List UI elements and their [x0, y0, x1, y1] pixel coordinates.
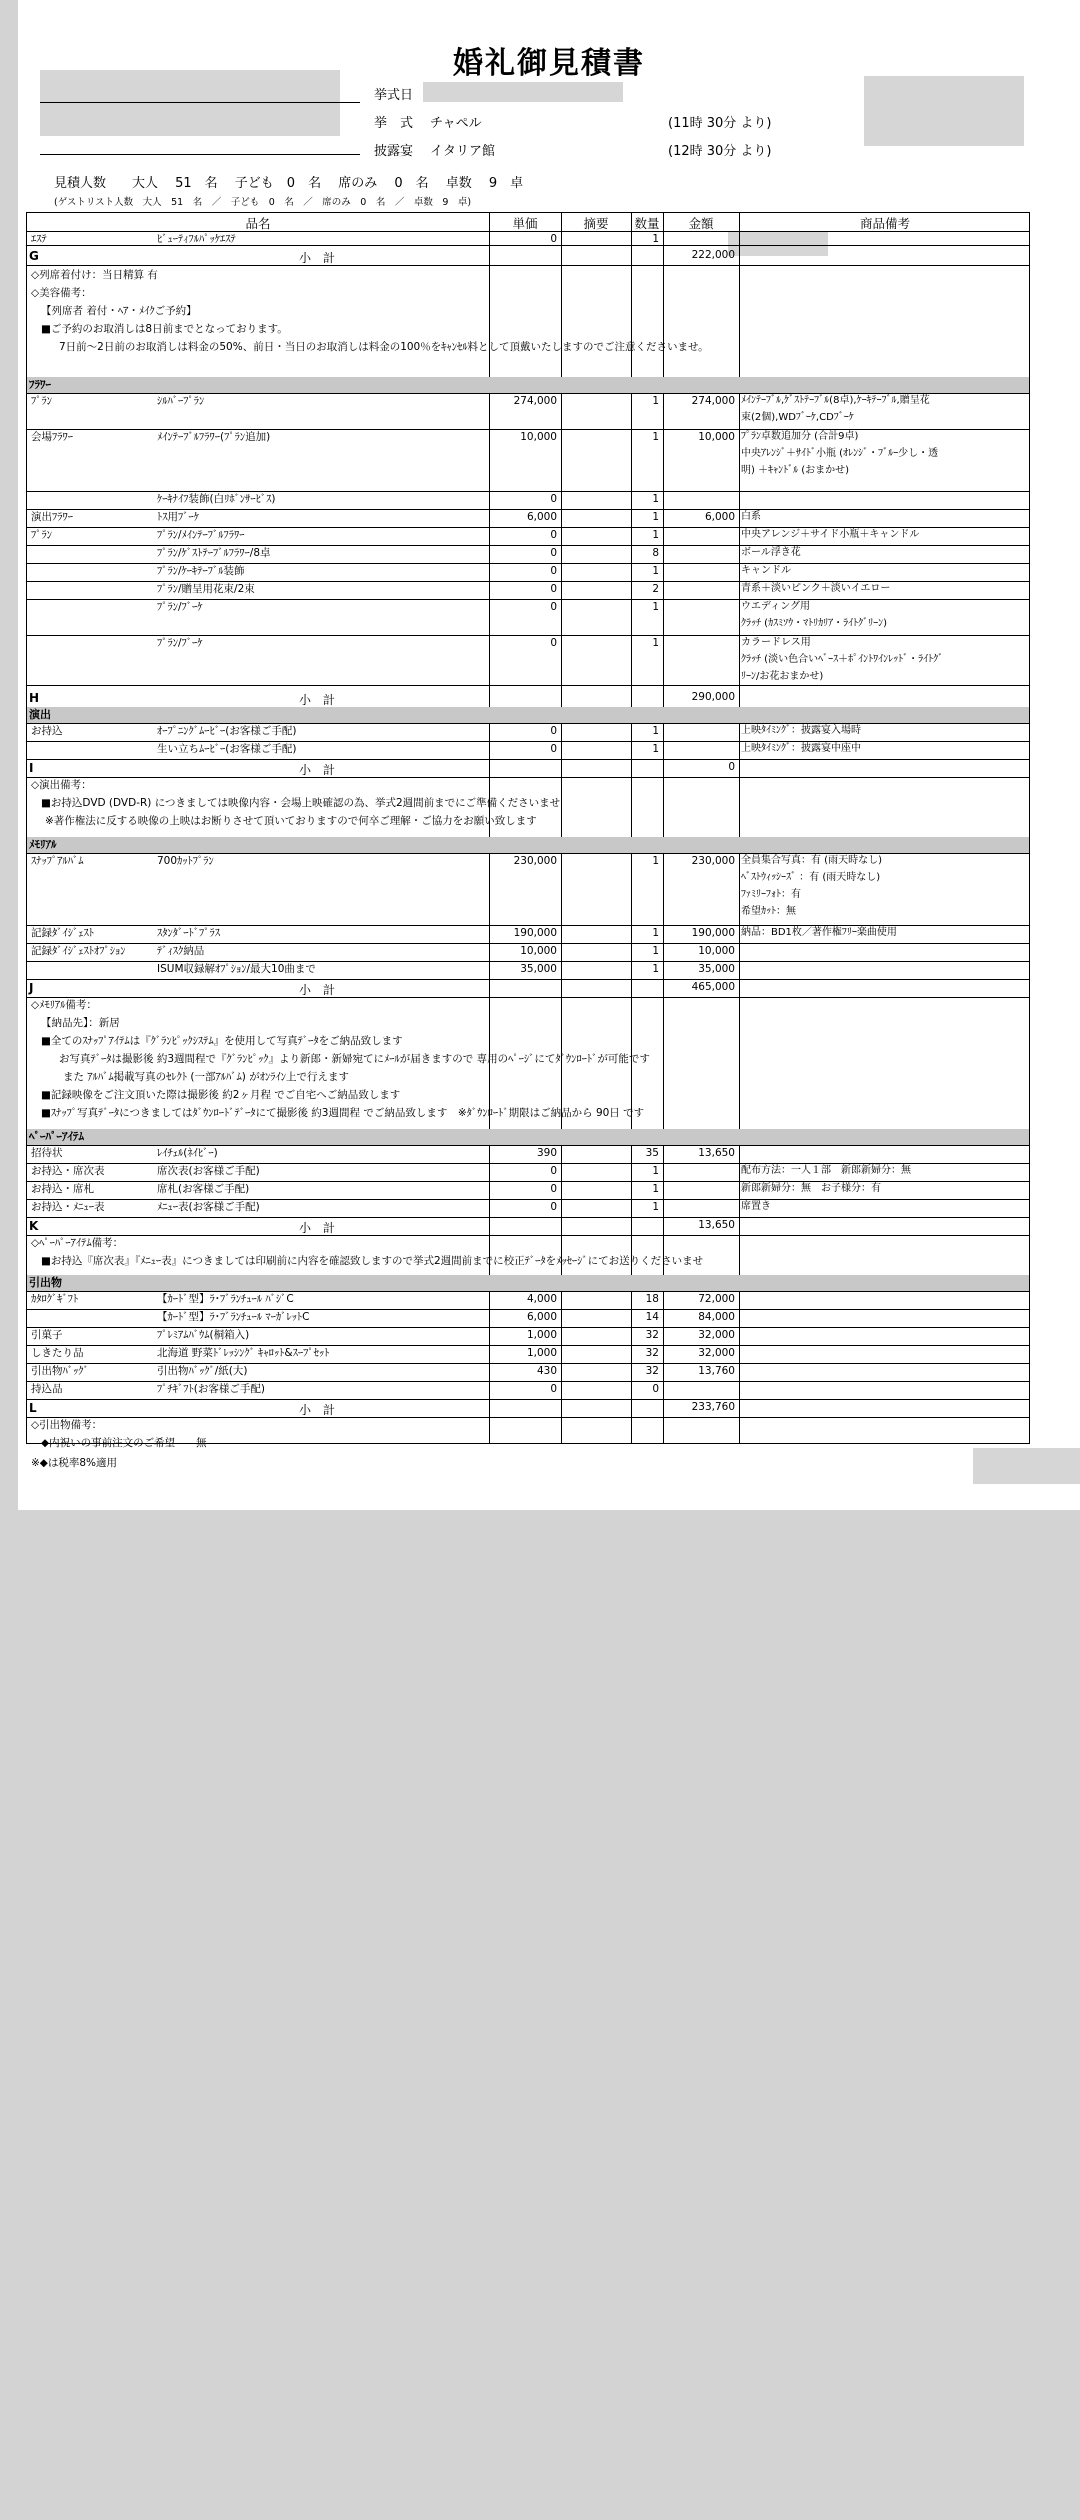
row-divider: [27, 1381, 1029, 1382]
flower-item-quantity: 1: [652, 601, 659, 613]
estimate-table: [26, 212, 1030, 1469]
show-note-line: ◇演出備考：: [31, 779, 92, 791]
row-divider: [27, 1145, 1029, 1146]
memorial-item-name: ﾃﾞｨｽｸ納品: [157, 945, 205, 957]
row-divider: [27, 527, 1029, 528]
flower-item-name: ﾌﾟﾗﾝ/贈呈用花束/2束: [157, 583, 255, 595]
memorial-item-amount: 35,000: [698, 963, 735, 975]
paper-item-quantity: 1: [652, 1165, 659, 1177]
memorial-note-line: ■全てのｽﾅｯﾌﾟｱｲﾃﾑは『ｸﾞﾗﾝﾋﾟｯｸｼｽﾃﾑ』を使用して写真ﾃﾞｰﾀをご納品致します: [41, 1035, 403, 1047]
memorial-item-quantity: 1: [652, 963, 659, 975]
flower-item-name: ｼﾙﾊﾞｰﾌﾟﾗﾝ: [157, 395, 205, 407]
show-item-note: 上映ﾀｲﾐﾝｸﾞ：披露宴入場時: [741, 725, 861, 736]
show-note-line: ※著作権法に反する映像の上映はお断りさせて頂いておりますので何卒ご理解・ご協力をお願い致します: [45, 815, 537, 827]
gift-item-unit-price: 430: [536, 1365, 557, 1377]
esthe-note-line: 7日前～2日前のお取消しは料金の50%、前日・当日のお取消しは料金の100％をｷｬﾝｾﾙ料として頂戴いたしますのでご注意くださいませ。: [59, 341, 709, 353]
paper-item-name: 席札(お客様ご手配): [157, 1183, 250, 1195]
tax-footnote: ※◆は税率8%適用: [31, 1457, 118, 1469]
row-divider: [27, 979, 1029, 980]
reception-time: (12時 30分 より): [668, 144, 772, 159]
paper-item-quantity: 1: [652, 1183, 659, 1195]
g-subtotal-label: 小 計: [298, 251, 335, 265]
memorial-item-quantity: 1: [652, 945, 659, 957]
esthe-note-line: ■ご予約のお取消しは8日前までとなっております。: [41, 323, 288, 335]
flower-item-note: 青系＋淡いピンク＋淡いイエロー: [741, 583, 891, 594]
gift-item-quantity: 32: [645, 1347, 659, 1359]
gift-item-unit-price: 1,000: [526, 1329, 557, 1341]
row-divider: [27, 491, 1029, 492]
flower-item-note: 中央アレンジ＋サイド小瓶＋キャンドル: [741, 529, 920, 540]
redacted-footer: [973, 1448, 1080, 1484]
show-item-category: お持込: [31, 725, 63, 737]
row-divider: [27, 685, 1029, 686]
row-divider: [27, 1417, 1029, 1418]
redacted-couple-name: [40, 70, 340, 136]
flower-item-quantity: 1: [652, 529, 659, 541]
h-subtotal-label: 小 計: [298, 693, 335, 707]
gift-item-category: 引出物ﾊﾞｯｸﾞ: [31, 1365, 89, 1377]
reception-label: 披露宴: [374, 144, 414, 159]
flower-item-note: キャンドル: [741, 565, 791, 576]
gift-item-amount: 13,760: [698, 1365, 735, 1377]
h-subtotal-amount: 290,000: [691, 691, 735, 703]
row-divider: [27, 545, 1029, 546]
row-divider: [27, 1217, 1029, 1218]
gift-item-quantity: 32: [645, 1329, 659, 1341]
gift-item-name: ﾌﾟﾚﾐｱﾑﾊﾞｳﾑ(桐箱入): [157, 1329, 250, 1341]
paper-item-unit-price: 0: [550, 1183, 557, 1195]
col-quantity: 数量: [634, 216, 660, 231]
paper-note-line: ◇ﾍﾟｰﾊﾟｰｱｲﾃﾑ備考：: [31, 1237, 124, 1249]
flower-item-quantity: 1: [652, 395, 659, 407]
flower-item-amount: 274,000: [691, 395, 735, 407]
memorial-item-note: ﾌｧﾐﾘｰﾌｫﾄ：有: [741, 889, 801, 900]
row-divider: [27, 231, 1029, 232]
memorial-item-note: 全員集合写真：有 (雨天時なし): [741, 855, 882, 866]
gift-item-category: しきたり品: [31, 1347, 84, 1359]
flower-item-category: 会場ﾌﾗﾜｰ: [31, 431, 73, 443]
row-divider: [27, 925, 1029, 926]
col-unit-price: 単価: [512, 216, 538, 231]
row-divider: [27, 509, 1029, 510]
flower-item-unit-price: 274,000: [513, 395, 557, 407]
flower-item-note: 中央ｱﾚﾝｼﾞ＋ｻｲﾄﾞ小瓶 (ｵﾚﾝｼﾞ・ﾌﾞﾙｰ少し・透: [741, 448, 939, 459]
gift-item-name: 【ｶｰﾄﾞ型】ﾗ･ﾌﾞﾗﾝﾁｭｰﾙ ﾊﾞｼﾞC: [157, 1293, 294, 1305]
memorial-item-category: 記録ﾀﾞｲｼﾞｪｽﾄｵﾌﾟｼｮﾝ: [31, 945, 126, 957]
memorial-item-unit-price: 190,000: [513, 927, 557, 939]
paper-item-name: ﾚｲﾁｪﾙ(ﾈｲﾋﾞｰ): [157, 1147, 218, 1159]
flower-item-note: カラードレス用: [741, 637, 811, 648]
row-divider: [27, 1235, 1029, 1236]
memorial-note-line: また ｱﾙﾊﾞﾑ掲載写真のｾﾚｸﾄ (一部ｱﾙﾊﾞﾑ) がｵﾝﾗｲﾝ上で行えます: [63, 1071, 349, 1083]
paper-item-note: 配布方法：一人１部 新郎新婦分：無: [741, 1165, 911, 1176]
paper-item-name: 席次表(お客様ご手配): [157, 1165, 260, 1177]
memorial-item-note: 希望ｶｯﾄ：無: [741, 906, 796, 917]
row-divider: [27, 429, 1029, 430]
memorial-note-line: ■ｽﾅｯﾌﾟ写真ﾃﾞｰﾀにつきましてはﾀﾞｳﾝﾛｰﾄﾞﾃﾞｰﾀにて撮影後 約3週間程 でご納品致します ※ﾀﾞｳﾝﾛｰﾄﾞ期限はご納品から 90日 です: [41, 1107, 645, 1119]
paper-note-line: ■お持込『席次表』『ﾒﾆｭｰ表』につきましては印刷前に内容を確認致しますので挙式2週間前までに校正ﾃﾞｰﾀをﾒｯｾｰｼﾞにてお送りくださいませ: [41, 1255, 704, 1267]
i-subtotal-letter: I: [29, 761, 34, 775]
redacted-logo: [864, 76, 1024, 146]
flower-item-amount: 10,000: [698, 431, 735, 443]
gift-item-name: ﾌﾟﾁｷﾞﾌﾄ(お客様ご手配): [157, 1383, 265, 1395]
row-divider: [27, 1345, 1029, 1346]
col-remark: 摘要: [583, 216, 609, 231]
flower-item-note: ボール浮き花: [741, 547, 801, 558]
show-item-quantity: 1: [652, 743, 659, 755]
flower-item-quantity: 1: [652, 431, 659, 443]
row-divider: [27, 1291, 1029, 1292]
flower-item-unit-price: 6,000: [526, 511, 557, 523]
show-section-title: 演出: [29, 708, 51, 721]
flower-item-note: 白系: [741, 511, 761, 522]
flower-item-category: ﾌﾟﾗﾝ: [31, 395, 52, 407]
row-divider: [27, 997, 1029, 998]
gift-item-category: 持込品: [31, 1383, 63, 1395]
g-subtotal-amount: 222,000: [691, 249, 735, 261]
row-divider: [27, 265, 1029, 266]
memorial-item-name: ｽﾀﾝﾀﾞｰﾄﾞﾌﾟﾗｽ: [157, 927, 220, 939]
row-divider: [27, 393, 1029, 394]
row-divider: [27, 599, 1029, 600]
memorial-item-unit-price: 10,000: [520, 945, 557, 957]
col-item-name: 品名: [245, 216, 271, 231]
flower-item-quantity: 8: [652, 547, 659, 559]
memorial-note-line: 【納品先】：新居: [41, 1017, 120, 1029]
paper-item-note: 席置き: [741, 1201, 771, 1212]
row-divider: [27, 1327, 1029, 1328]
i-subtotal-amount: 0: [728, 761, 735, 773]
flower-item-name: ﾌﾟﾗﾝ/ﾌﾞｰｹ: [157, 601, 203, 613]
memorial-item-unit-price: 230,000: [513, 855, 557, 867]
memorial-item-amount: 10,000: [698, 945, 735, 957]
paper-item-quantity: 1: [652, 1201, 659, 1213]
guest-list-summary: (ゲストリスト人数 大人 51 名 ／ 子ども 0 名 ／ 席のみ 0 名 ／ 卓数 9 卓): [54, 197, 472, 208]
gift-item-quantity: 0: [652, 1383, 659, 1395]
gift-item-category: ｶﾀﾛｸﾞｷﾞﾌﾄ: [31, 1293, 79, 1305]
paper-section-title: ﾍﾟｰﾊﾟｰｱｲﾃﾑ: [29, 1130, 84, 1143]
flower-item-quantity: 2: [652, 583, 659, 595]
flower-item-note: ｸﾗｯﾁ (ｶｽﾐｿｳ・ﾏﾄﾘｶﾘｱ・ﾗｲﾄｸﾞﾘｰﾝ): [741, 618, 887, 629]
flower-item-unit-price: 0: [550, 565, 557, 577]
paper-item-amount: 13,650: [698, 1147, 735, 1159]
col-product-note: 商品備考: [859, 216, 910, 231]
gift-item-amount: 72,000: [698, 1293, 735, 1305]
esthe-category: ｴｽﾃ: [31, 233, 47, 245]
memorial-item-name: ISUM収録解ｵﾌﾟｼｮﾝ/最大10曲まで: [157, 963, 316, 975]
flower-section-title: ﾌﾗﾜｰ: [29, 378, 51, 391]
document-title: 婚礼御見積書: [453, 46, 645, 81]
row-divider: [27, 245, 1029, 246]
memorial-note-line: お写真ﾃﾞｰﾀは撮影後 約3週間程で『ｸﾞﾗﾝﾋﾟｯｸ』より新郎・新婦宛てにﾒｰﾙが届きますので 専用のﾍﾟｰｼﾞにてﾀﾞｳﾝﾛｰﾄﾞが可能です: [59, 1053, 650, 1065]
memorial-item-category: 記録ﾀﾞｲｼﾞｪｽﾄ: [31, 927, 94, 939]
flower-item-note: ウエディング用: [741, 601, 810, 612]
flower-item-unit-price: 0: [550, 547, 557, 559]
k-subtotal-letter: K: [29, 1219, 39, 1233]
gift-item-unit-price: 1,000: [526, 1347, 557, 1359]
section-band: [27, 377, 1029, 393]
esthe-note-line: ◇美容備考：: [31, 287, 92, 299]
flower-item-name: ﾌﾟﾗﾝ/ﾌﾞｰｹ: [157, 637, 203, 649]
memorial-item-unit-price: 35,000: [520, 963, 557, 975]
k-subtotal-label: 小 計: [298, 1221, 335, 1235]
show-item-name: 生い立ちﾑｰﾋﾞｰ(お客様ご手配): [157, 743, 297, 755]
i-subtotal-label: 小 計: [298, 763, 335, 777]
row-divider: [27, 1363, 1029, 1364]
gift-item-name: 【ｶｰﾄﾞ型】ﾗ･ﾌﾞﾗﾝﾁｭｰﾙ ﾏｰｶﾞﾚｯﾄC: [157, 1311, 310, 1323]
l-subtotal-label: 小 計: [298, 1403, 335, 1417]
section-band: [27, 707, 1029, 723]
gift-item-name: 引出物ﾊﾞｯｸﾞ/紙(大): [157, 1365, 248, 1377]
ceremony-date-label: 挙式日: [374, 88, 414, 103]
row-divider: [27, 563, 1029, 564]
esthe-note-line: ◇列席着付け：当日精算 有: [31, 269, 158, 281]
flower-item-note: 束(2個),WDﾌﾞｰｹ,CDﾌﾞｰｹ: [741, 412, 854, 423]
row-divider: [27, 635, 1029, 636]
row-divider: [27, 759, 1029, 760]
flower-item-quantity: 1: [652, 493, 659, 505]
row-divider: [27, 1163, 1029, 1164]
row-divider: [27, 943, 1029, 944]
flower-item-note: ﾒｲﾝﾃｰﾌﾞﾙ,ｹﾞｽﾄﾃｰﾌﾞﾙ(8卓),ｹｰｷﾃｰﾌﾞﾙ,贈呈花: [741, 395, 930, 406]
gift-item-quantity: 18: [645, 1293, 659, 1305]
show-item-note: 上映ﾀｲﾐﾝｸﾞ：披露宴中座中: [741, 743, 861, 754]
paper-item-category: お持込・席札: [31, 1183, 94, 1195]
flower-item-unit-price: 0: [550, 583, 557, 595]
row-divider: [27, 961, 1029, 962]
esthe-quantity: 1: [652, 233, 659, 245]
memorial-item-note: ﾍﾞｽﾄｳｨｯｼｰｽﾞ ：有 (雨天時なし): [741, 872, 881, 883]
flower-item-unit-price: 0: [550, 529, 557, 541]
ceremony-label: 挙 式: [374, 116, 414, 131]
flower-item-category: ﾌﾟﾗﾝ: [31, 529, 52, 541]
esthe-note-line: 【列席者 着付・ﾍｱ・ﾒｲｸご予約】: [41, 305, 197, 317]
gift-item-quantity: 14: [645, 1311, 659, 1323]
flower-item-note: ﾘｰﾝ/お花おまかせ): [741, 671, 824, 682]
gift-item-quantity: 32: [645, 1365, 659, 1377]
gift-note-line: ◇引出物備考：: [31, 1419, 103, 1431]
paper-item-unit-price: 390: [536, 1147, 557, 1159]
redacted-ceremony-date: [423, 82, 623, 102]
paper-item-category: 招待状: [31, 1147, 63, 1159]
show-item-unit-price: 0: [550, 725, 557, 737]
col-amount: 金額: [688, 216, 714, 231]
flower-item-unit-price: 0: [550, 637, 557, 649]
row-divider: [27, 777, 1029, 778]
section-band: [27, 1275, 1029, 1291]
gift-item-unit-price: 0: [550, 1383, 557, 1395]
g-subtotal-letter: G: [29, 249, 39, 263]
flower-item-quantity: 1: [652, 565, 659, 577]
flower-item-category: 演出ﾌﾗﾜｰ: [31, 511, 73, 523]
paper-item-quantity: 35: [645, 1147, 659, 1159]
paper-item-category: お持込・ﾒﾆｭｰ表: [31, 1201, 105, 1213]
paper-item-category: お持込・席次表: [31, 1165, 105, 1177]
memorial-item-category: ｽﾅｯﾌﾟｱﾙﾊﾞﾑ: [31, 855, 84, 867]
flower-item-note: 明) ＋ｷｬﾝﾄﾞﾙ (おまかせ): [741, 465, 850, 476]
flower-item-note: ﾌﾟﾗﾝ卓数追加分 (合計9卓): [741, 431, 859, 442]
flower-item-unit-price: 0: [550, 601, 557, 613]
show-item-unit-price: 0: [550, 743, 557, 755]
section-band: [27, 837, 1029, 853]
gift-item-unit-price: 6,000: [526, 1311, 557, 1323]
l-subtotal-letter: L: [29, 1401, 37, 1415]
flower-item-name: ﾄｽ用ﾌﾞｰｹ: [157, 511, 199, 523]
flower-item-name: ｹｰｷﾅｲﾌ装飾(白ﾘﾎﾞﾝｻｰﾋﾞｽ): [157, 493, 276, 505]
memorial-note-line: ■記録映像をご注文頂いた際は撮影後 約2ヶ月程 でご自宅へご納品致します: [41, 1089, 401, 1101]
j-subtotal-amount: 465,000: [691, 981, 735, 993]
gift-item-unit-price: 4,000: [526, 1293, 557, 1305]
show-item-name: ｵｰﾌﾟﾆﾝｸﾞﾑｰﾋﾞｰ(お客様ご手配): [157, 725, 297, 737]
reception-venue: イタリア館: [430, 144, 496, 159]
memorial-note-line: ◇ﾒﾓﾘｱﾙ備考：: [31, 999, 97, 1011]
gift-item-category: 引菓子: [31, 1329, 63, 1341]
guest-count-summary: 見積人数 大人 51 名 子ども 0 名 席のみ 0 名 卓数 9 卓: [54, 176, 524, 191]
row-divider: [27, 723, 1029, 724]
ceremony-time: (11時 30分 より): [668, 116, 772, 131]
paper-item-name: ﾒﾆｭｰ表(お客様ご手配): [157, 1201, 260, 1213]
flower-item-quantity: 1: [652, 637, 659, 649]
gift-item-amount: 32,000: [698, 1329, 735, 1341]
show-item-quantity: 1: [652, 725, 659, 737]
row-divider: [27, 1181, 1029, 1182]
gift-item-amount: 32,000: [698, 1347, 735, 1359]
gift-section-title: 引出物: [29, 1276, 62, 1289]
row-divider: [27, 1199, 1029, 1200]
show-note-line: ■お持込DVD (DVD-R) につきましては映像内容・会場上映確認の為、挙式2週間前までにご準備くださいませ: [41, 797, 561, 809]
h-subtotal-letter: H: [29, 691, 40, 705]
flower-item-name: ﾌﾟﾗﾝ/ｹﾞｽﾄﾃｰﾌﾞﾙﾌﾗﾜｰ/8卓: [157, 547, 271, 559]
memorial-item-quantity: 1: [652, 855, 659, 867]
j-subtotal-label: 小 計: [298, 983, 335, 997]
gift-item-name: 北海道 野菜ﾄﾞﾚｯｼﾝｸﾞ ｷｬﾛｯﾄ&ｽｰﾌﾟｾｯﾄ: [157, 1347, 330, 1359]
row-divider: [27, 1399, 1029, 1400]
memorial-item-note: 納品：BD1枚／著作権ﾌﾘｰ楽曲使用: [741, 927, 897, 938]
memorial-section-title: ﾒﾓﾘｱﾙ: [29, 838, 57, 851]
flower-item-name: ﾒｲﾝﾃｰﾌﾞﾙﾌﾗﾜｰ(ﾌﾟﾗﾝ追加): [157, 431, 271, 443]
memorial-item-name: 700ｶｯﾄﾌﾟﾗﾝ: [157, 855, 214, 867]
esthe-unit-price: 0: [550, 233, 557, 245]
gift-item-amount: 84,000: [698, 1311, 735, 1323]
row-divider: [27, 853, 1029, 854]
row-divider: [27, 741, 1029, 742]
flower-item-unit-price: 0: [550, 493, 557, 505]
flower-item-unit-price: 10,000: [520, 431, 557, 443]
paper-item-note: 新郎新婦分：無 お子様分：有: [741, 1183, 881, 1194]
flower-item-name: ﾌﾟﾗﾝ/ﾒｲﾝﾃｰﾌﾞﾙﾌﾗﾜｰ: [157, 529, 245, 541]
paper-item-unit-price: 0: [550, 1165, 557, 1177]
l-subtotal-amount: 233,760: [691, 1401, 735, 1413]
flower-item-amount: 6,000: [704, 511, 735, 523]
paper-item-unit-price: 0: [550, 1201, 557, 1213]
flower-item-name: ﾌﾟﾗﾝ/ｹｰｷﾃｰﾌﾞﾙ装飾: [157, 565, 245, 577]
row-divider: [27, 1309, 1029, 1310]
j-subtotal-letter: J: [29, 981, 34, 995]
memorial-item-quantity: 1: [652, 927, 659, 939]
ceremony-venue: チャペル: [430, 116, 482, 131]
flower-item-quantity: 1: [652, 511, 659, 523]
row-divider: [27, 581, 1029, 582]
esthe-name: ﾋﾞｭｰﾃｨﾌﾙﾊﾟｯｹｴｽﾃ: [157, 233, 236, 245]
gift-note-line: ◆内祝いの事前注文のご希望 無: [41, 1437, 207, 1449]
k-subtotal-amount: 13,650: [698, 1219, 735, 1231]
memorial-item-amount: 230,000: [691, 855, 735, 867]
section-band: [27, 1129, 1029, 1145]
memorial-item-amount: 190,000: [691, 927, 735, 939]
flower-item-note: ｸﾗｯﾁ (淡い色合いﾍﾞｰｽ＋ﾎﾟｲﾝﾄﾜｲﾝﾚｯﾄﾞ・ﾗｲﾄｸﾞ: [741, 654, 944, 665]
